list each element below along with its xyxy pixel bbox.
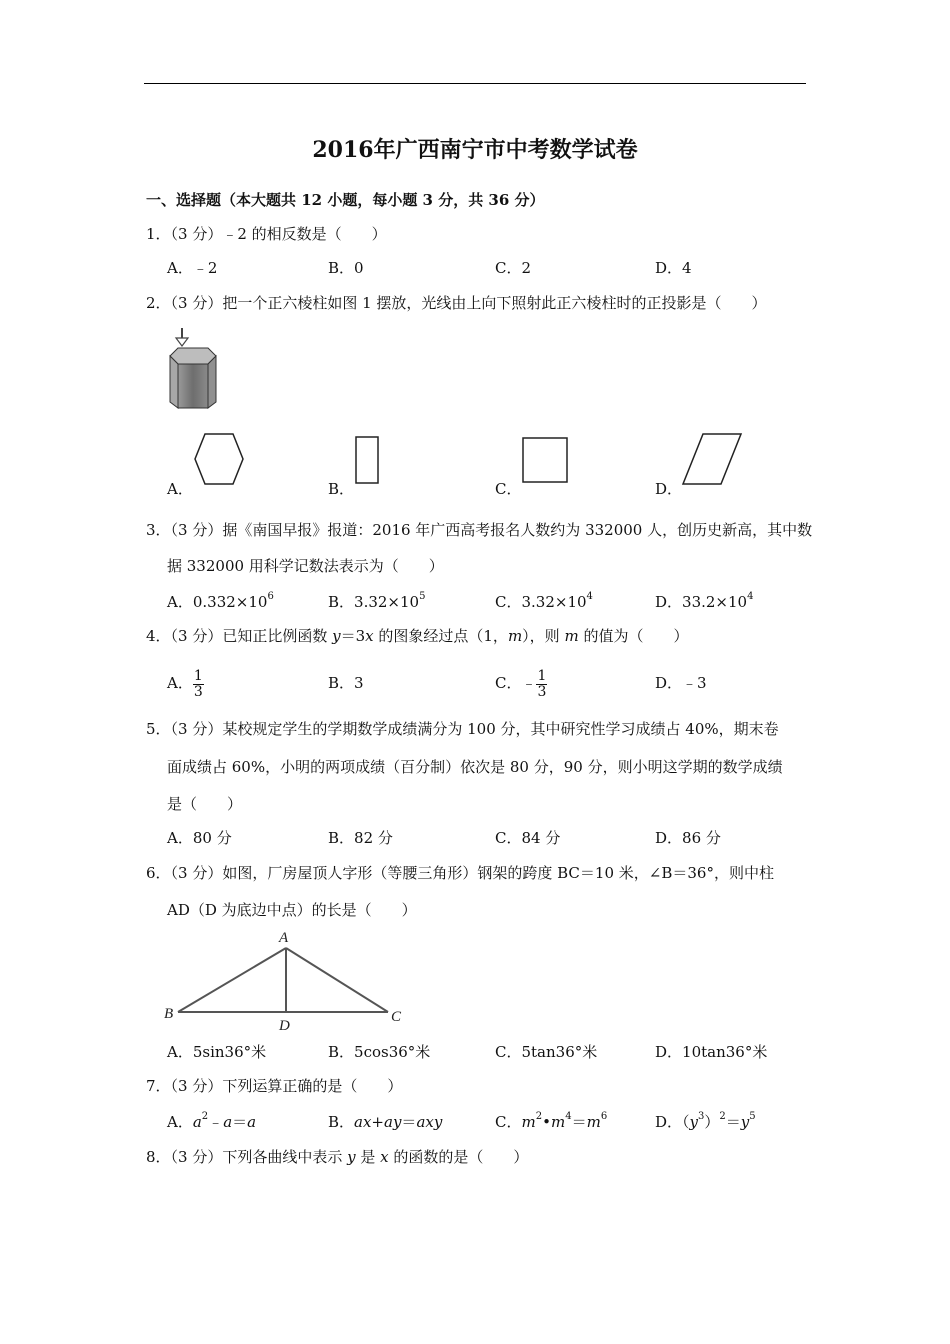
question-3-line-1: 3．（3 分）据《南国早报》报道：2016 年广西高考报名人数约为 332000 人，创历史新高，其中数 xyxy=(146,521,813,539)
roof-truss-triangle-figure xyxy=(160,926,410,1032)
q4-option-a[interactable]: A． $\frac{1}{3}$ xyxy=(167,667,203,700)
q5-option-b[interactable]: B．82 分 xyxy=(328,829,393,847)
q7-option-b[interactable]: B．ax+ay＝axy xyxy=(328,1113,443,1131)
q1-option-c[interactable]: C．2 xyxy=(495,259,532,277)
fraction-one-third: $\frac{1}{3}$ xyxy=(537,667,547,700)
side-ac xyxy=(286,948,388,1012)
q7-option-d[interactable]: D．$(y^3)^2=y^5$ xyxy=(655,1111,756,1131)
q5-option-d[interactable]: D．86 分 xyxy=(655,829,721,847)
question-4-stem: 4．（3 分）已知正比例函数 y＝3x 的图象经过点（1，m），则 m 的值为（ ） xyxy=(146,627,689,645)
question-3-line-2: 据 332000 用科学记数法表示为（ ） xyxy=(167,557,444,575)
q4-option-c[interactable]: C．﹣ $\frac{1}{3}$ xyxy=(495,667,547,700)
q7-option-a[interactable]: A．$a^2﹣a=a$ xyxy=(167,1111,257,1131)
vertex-label-a: A xyxy=(279,930,289,946)
question-6-line-2: AD（D 为底边中点）的长是（ ） xyxy=(167,901,417,919)
q6-option-b[interactable]: B．5cos36°米 xyxy=(328,1043,431,1061)
section-heading: 一、选择题（本大题共 12 小题，每小题 3 分，共 36 分） xyxy=(146,191,545,209)
q5-option-a[interactable]: A．80 分 xyxy=(167,829,232,847)
question-7-stem: 7．（3 分）下列运算正确的是（ ） xyxy=(146,1077,403,1095)
q3-option-c[interactable]: C．$3.32\times 10^4$ xyxy=(495,591,593,611)
question-6-line-1: 6．（3 分）如图，厂房屋顶人字形（等腰三角形）钢架的跨度 BC＝10 米，∠B＝36°，则中柱 xyxy=(146,864,774,882)
square-option-shape xyxy=(521,436,569,484)
narrow-rectangle-option-shape xyxy=(354,435,380,485)
fraction-one-third: $\frac{1}{3}$ xyxy=(193,667,203,700)
question-8-stem: 8．（3 分）下列各曲线中表示 y 是 x 的函数的是（ ） xyxy=(146,1148,529,1166)
header-rule xyxy=(144,83,806,84)
question-5-line-1: 5．（3 分）某校规定学生的学期数学成绩满分为 100 分，其中研究性学习成绩占 40%，期末卷 xyxy=(146,720,779,738)
vertex-label-c: C xyxy=(391,1009,402,1025)
vertex-label-b: B xyxy=(164,1006,174,1022)
parallelogram-option-shape xyxy=(681,432,743,486)
q7-option-c[interactable]: C．$m^2•m^4=m^6$ xyxy=(495,1111,608,1131)
q4-option-d[interactable]: D．﹣3 xyxy=(655,674,707,692)
q2-option-d[interactable]: D． xyxy=(655,480,683,498)
q5-option-c[interactable]: C．84 分 xyxy=(495,829,561,847)
question-5-line-3: 是（ ） xyxy=(167,795,243,813)
q2-option-b[interactable]: B． xyxy=(328,480,355,498)
q2-option-a[interactable]: A． xyxy=(167,480,193,498)
q2-option-c[interactable]: C． xyxy=(495,480,522,498)
down-arrow-icon xyxy=(176,328,188,346)
page-title: 2016年广西南宁市中考数学试卷 xyxy=(312,137,638,163)
q3-option-a[interactable]: A．$0.332\times 10^6$ xyxy=(167,591,274,611)
q4-option-b[interactable]: B．3 xyxy=(328,674,364,692)
hexagonal-prism-figure xyxy=(164,326,218,410)
q3-option-d[interactable]: D．$33.2\times 10^4$ xyxy=(655,591,754,611)
q6-option-d[interactable]: D．10tan36°米 xyxy=(655,1043,768,1061)
question-2-stem: 2．（3 分）把一个正六棱柱如图 1 摆放，光线由上向下照射此正六棱柱时的正投影是（ ） xyxy=(146,294,767,312)
hexagon-option-shape xyxy=(193,432,245,486)
q1-option-d[interactable]: D．4 xyxy=(655,259,692,277)
q1-option-a[interactable]: A．﹣2 xyxy=(167,259,218,277)
q6-option-c[interactable]: C．5tan36°米 xyxy=(495,1043,598,1061)
question-1-stem: 1．（3 分）﹣2 的相反数是（ ） xyxy=(146,225,387,243)
q1-option-b[interactable]: B．0 xyxy=(328,259,364,277)
q6-option-a[interactable]: A．5sin36°米 xyxy=(167,1043,267,1061)
vertex-label-d: D xyxy=(279,1018,290,1032)
question-5-line-2: 面成绩占 60%，小明的两项成绩（百分制）依次是 80 分，90 分，则小明这学期的数学成绩 xyxy=(167,758,783,776)
q3-option-b[interactable]: B．$3.32\times 10^5$ xyxy=(328,591,426,611)
side-ab xyxy=(178,948,286,1012)
